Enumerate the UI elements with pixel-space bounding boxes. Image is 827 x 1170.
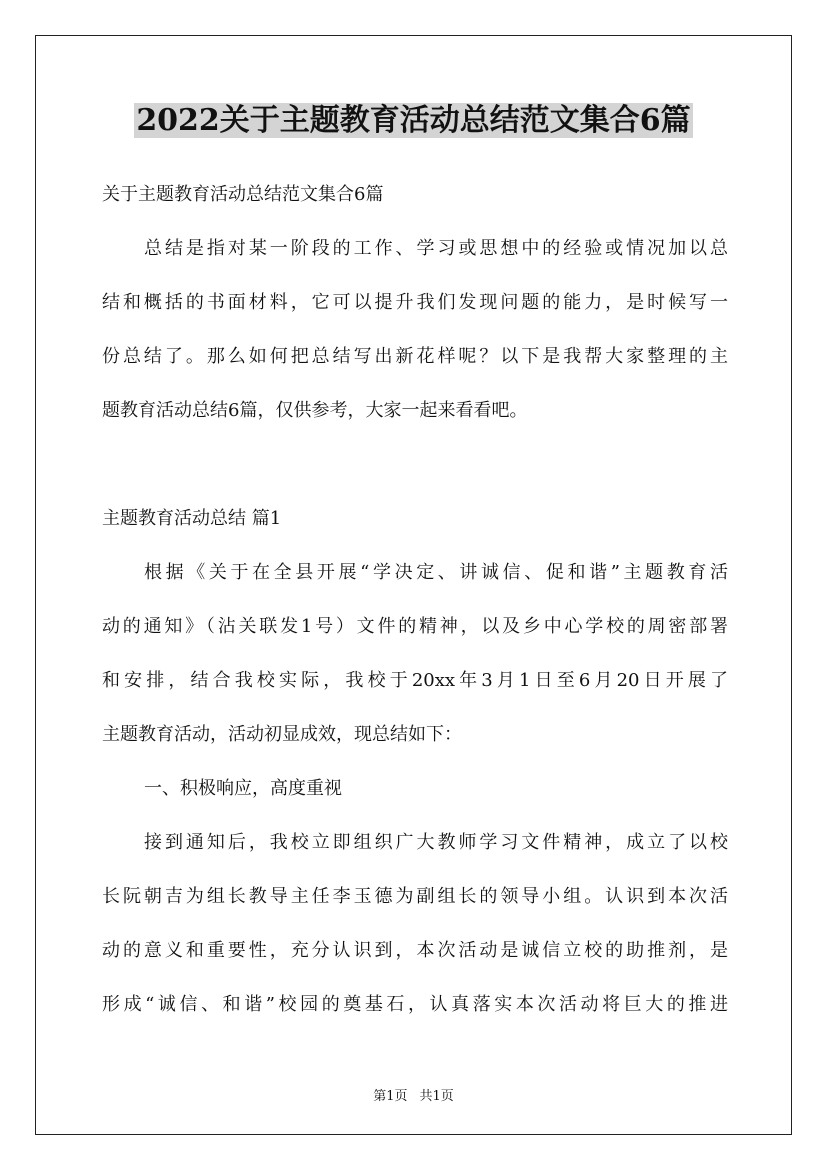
paragraph-line: 动的通知》（沾关联发1号）文件的精神，以及乡中心学校的周密部署 [102, 616, 728, 637]
paragraph-line: 接到通知后，我校立即组织广大教师学习文件精神，成立了以校 [144, 832, 728, 853]
paragraph-line: 和安排，结合我校实际，我校于20xx年3月1日至6月20日开展了 [102, 670, 728, 691]
intro-line: 题教育活动总结6篇，仅供参考，大家一起来看看吧。 [102, 400, 528, 421]
intro-line: 份总结了。那么如何把总结写出新花样呢？以下是我帮大家整理的主 [102, 346, 728, 367]
document-subtitle: 关于主题教育活动总结范文集合6篇 [102, 184, 384, 205]
paragraph-line: 根据《关于在全县开展“学决定、讲诚信、促和谐”主题教育活 [144, 562, 728, 583]
section-heading: 主题教育活动总结 篇1 [102, 508, 282, 529]
paragraph-line: 形成“诚信、和谐”校园的奠基石，认真落实本次活动将巨大的推进 [102, 994, 728, 1015]
intro-line: 总结是指对某一阶段的工作、学习或思想中的经验或情况加以总 [144, 238, 728, 259]
subheading: 一、积极响应，高度重视 [144, 778, 342, 799]
document-title: 2022关于主题教育活动总结范文集合6篇 [136, 103, 691, 138]
page-footer [0, 1085, 827, 1104]
paragraph-line: 动的意义和重要性，充分认识到，本次活动是诚信立校的助推剂，是 [102, 940, 728, 961]
paragraph-line: 主题教育活动，活动初显成效，现总结如下： [102, 724, 462, 745]
page-number: 第1页 [373, 1089, 408, 1104]
paragraph-line: 长阮朝吉为组长教导主任李玉德为副组长的领导小组。认识到本次活 [102, 886, 728, 907]
page-total: 共1页 [419, 1089, 454, 1104]
intro-line: 结和概括的书面材料，它可以提升我们发现问题的能力，是时候写一 [102, 292, 728, 313]
